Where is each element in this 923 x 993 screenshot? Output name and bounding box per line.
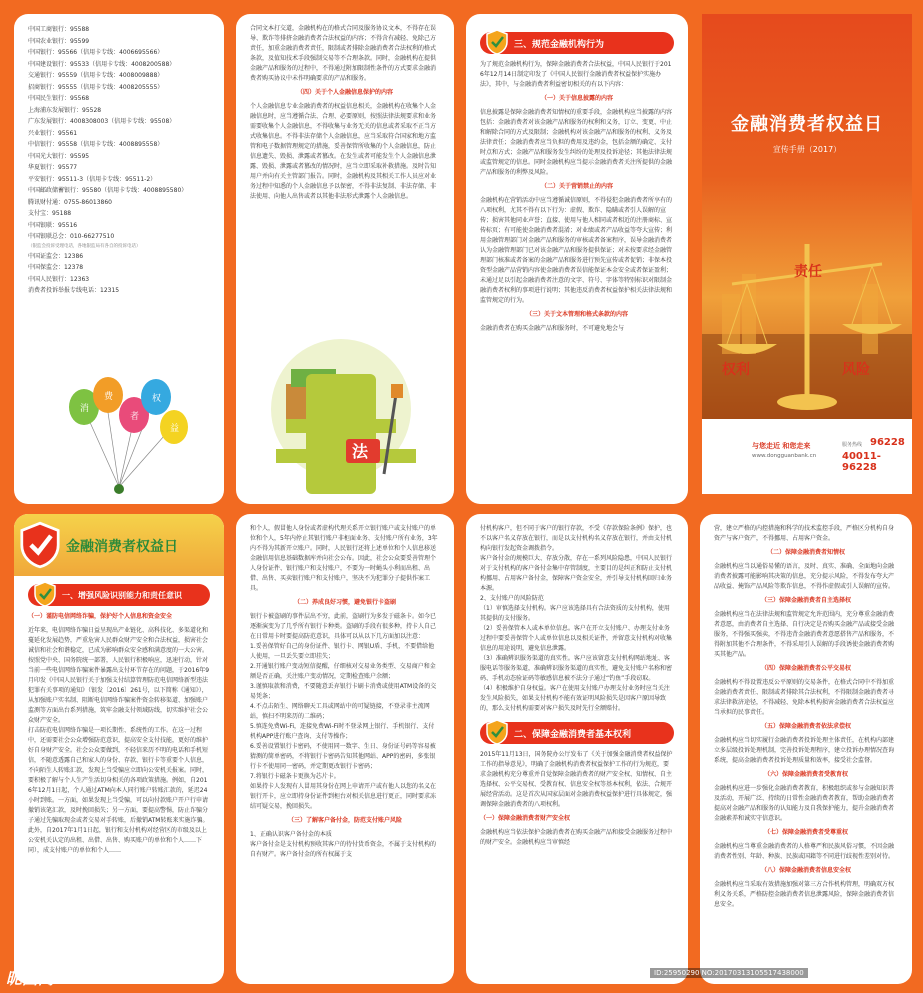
scales-illustration [702,214,912,419]
paragraph: 金融机构在营销活动中应当遵循诚信原则，不得侵犯金融消费者所享有的八项权利，尤其不得有以下行为：虚假、欺诈、隐瞒或者引人误解的宣传；损害其他同业声誉；直接、使用与他人相同或者相近的注册商标、宣传标页；有可能使金融消费者混淆；对业绩或者产品收益等夸大宣传；利用金融管理部门对金融产品和服务的审核或者备案程序，误导金融消费者认为金融管理部门已对该金融产品和服务提供保证；对未按要求经金融管理部门核准或者备案的金融产品和服务进行预先宣传或者促销；非保本投资型金融产品营销内容使金融消费者误信能保证本金安全或者保证盈利；未通过足以引起金融消费者注意的文字、符号、字体等特别标识对限制金融消费者权利的事项进行说明；其他违反消费者权益保护相关法律法规和监管规定的行为。 [480,197,673,304]
bank-hotline-item: 中国农业银行：95599 [28,37,90,45]
shield-icon [20,520,60,570]
paragraph: 金融机构应当采取有效措施加强对第三方合作机构管理，明确双方权利义务关系，严格防控金融消费者信息泄露风险，保障金融消费者信息安全。 [714,881,895,908]
paragraph: 付机构客户，但不同于客户的银行存款，不受《存款保险条例》保护，也不以客户名义存放在银行，而是以支付机构名义存放在银行，并由支付机构向银行发起资金调拨指令。 [480,525,673,552]
scale-label-risk: 风险 [842,362,870,378]
paragraph: 金融机构不得设置违反公平原则的交易条件，在格式合同中不得加重金融消费者责任、限制或者排除其合法权利，不得限制金融消费者寻求法律救济途径，不得减轻、免除本机构损害金融消费者合法权益应当承担的民事责任。 [714,679,895,716]
panel-risk-awareness [14,514,224,984]
paragraph: 信息披露是保障金融消费者知情权的重要手段，金融机构应当披露的内容包括：金融消费者对该金融产品和服务的权利和义务，订立、变更、中止和解除合同的方式及限制；金融机构对该金融产品和服务的权利、义务及法律责任；金融消费者应当负担的费用及违约金，包括金额的确定、支付时点和方式；金融产品和服务发生纠纷的处理及投诉途径；其他法律法规或监管规定的信息。同时金融机构应当提示金融消费者关注所提供的金融产品和服务的利弊及风险。 [480,109,673,176]
tip-item: 3.谨慎取款和消费，不要随意丢弃银行卡刷卡消费或使用ATM设备的交易凭条； [250,683,437,700]
subheading: （一）保障金融消费者财产安全权 [480,815,571,822]
paragraph: 金融机构应当以通俗易懂的语言，及时、真实、准确、全面地向金融消费者披露可能影响其决策的信息，充分提示风险，不得发布夸大产品收益、掩饰产品风险等欺诈信息，不得作虚假或引人误解的宣传。 [714,563,895,590]
watermark-id: ID:25950290 NO:20170313105517438000 [650,968,808,978]
shield-icon [34,581,56,607]
paragraph: 1、正确认识客户备付金的本质 [250,831,332,838]
bank-hotline-item: 中国人民银行：12363 [28,275,90,283]
subheading: （五）保障金融消费者依法求偿权 [760,723,851,730]
bank-hotline-item: 中国银联：95516 [28,221,78,229]
paragraph: 为了规范金融机构行为，保障金融消费者合法权益，中国人民银行于2016年12月14日制定印发了《中国人民银行金融消费者权益保护实施办法》，其中，与金融消费者利益密切相关的有以下内容： [480,61,672,88]
bank-hotline-item: 华夏银行：95577 [28,164,78,171]
brochure-cover [702,14,912,494]
subheading: （一）谨防电信网络诈骗，保护好个人信息和资金安全 [28,613,173,620]
subheading: （二）关于营销禁止的内容 [540,183,613,190]
subheading: （三）保障金融消费者自主选择权 [760,597,851,604]
bank-hotline-item: 中国建设银行：95533（信用卡专线：4008200588） [28,60,176,68]
tip-item: 6.妥善设置银行卡密码，不使用同一数字、生日、身份证号码等容易被猜测的简单密码，不将银行卡密码告知其他网站、APP的密码，多张银行卡不使用同一密码，并定期更改银行卡密码； [250,743,436,770]
bank-hotline-item: 中国保监会：12378 [28,264,84,271]
paragraph: 近年来，电信网络诈骗日益呈现出产业链化、高科技化、多渠道化和蔓延化发展趋势，严重危害人民群众财产安全和合法权益，损害社会诚信和社会和谐稳定，已成为影响群众安全感和满意度的一大公害。按照党中央、国务院统一部署，人民银行积极响应，迅速行动，针对当前一些电信网络诈骗案件暴露出支付环节存在的问题，于2016年9月印发《中国人民银行关于加强支付结算管理防范电信网络新型违法犯罪有关事项的通知》（银发〔2016〕261号，以下简称《通知》），从加强账户实名制、阻断电信网络诈骗案件资金转移渠道、加强账户监测等方面出台系列措施，筑牢金融支付领域防线，切实维护社会公众财产安全。 [28,627,210,724]
section-title: 三、规范金融机构行为 [514,39,605,50]
bank-hotline-item: 兴业银行：95561 [28,129,78,137]
tip-item: 4.不点击陌生、网络聊天工具或网站中的可疑链接，不登录非主流网站，慎扫不明来历的二维码； [250,703,430,720]
subheading: （六）保障金融消费者受教育权 [763,771,848,778]
balloon-word: 益 [170,424,180,434]
tip-item: 2.开通银行账户变动短信提醒，仔细核对交易业务类型、交易商户和金额是否正确，关注账户变动情况，定期检查账户余额； [250,663,436,680]
balloon-word: 费 [104,392,114,402]
paragraph: 金融机构应当在法律法规和监管规定允许范围内，充分尊重金融消费者意愿，由消费者自主选择、自行决定是否购买金融产品或接受金融服务，不得强买强卖，不得违背金融消费者意愿搭售产品和服务，不得附加其他不合理条件，不得采用引人误解的手段诱使金融消费者购买其他产品。 [714,611,895,658]
balloon-word: 消 [80,404,90,414]
watermark-logo: 昵图网 [6,969,55,988]
law-sign-text: 法 [352,442,369,461]
hotline-long: 40011-96228 [842,451,881,473]
bank-hotline-item: 上海浦东发展银行：95528 [28,106,102,114]
banner [14,514,224,576]
balloon-word: 者 [130,412,140,422]
paragraph: （1）审慎选择支付机构。客户应该选择具有合法资质的支付机构，使用其提供的支付服务。 [480,605,670,622]
subheading: （四）关于个人金融信息保护的内容 [296,89,393,96]
bank-hotline-item: 中信银行：95558（信用卡专线：4008895558） [28,141,164,148]
paragraph: 2、支付账户的风险防范 [480,595,544,602]
paragraph: 和个人，假冒他人身份或者虚构代理关系开立银行账户或支付账户的单位和个人，5年内停止其银行账户非柜面业务、支付账户所有业务，3年内不得为其新开立账户。同时，人民银行还将上述单位和个人信息移送金融信用信息基础数据库并向社会公布。因此，社会公众要妥善管理个人身份证件、银行账户和支付账户，不要为一时蝇头小利而出租、出借、出售、买卖银行账户和支付账户，坚决不为犯罪分子提供作案工具。 [250,525,438,592]
bank-hotline-item: 广东发展银行：4008308003（信用卡专线：95508） [28,118,176,125]
section-bar [28,584,210,606]
paragraph: 金融机构应当切实履行金融消费者投诉处理主体责任，在机构内部建立多层级投诉处理机制，完善投诉处理程序，建立投诉办理情况查询系统，提高金融消费者投诉处理质量和效率，接受社会监督。 [714,737,895,764]
scale-label-responsibility: 责任 [794,264,822,280]
paragraph: 金融机构应进一步强化金融消费者教育，积极组织或参与金融知识普及活动，开展广泛、持续的日常性金融消费者教育，帮助金融消费者提高对金融产品和服务的认知能力及自我保护能力，提升金融消费者金融素养和诚实守信意识。 [714,785,895,822]
bank-hotline-item: 交通银行：95559（信用卡专线：4008009888） [28,72,164,79]
subheading: （二）养成良好习惯，避免银行卡盗刷 [293,599,396,606]
panel-consumer-rights [700,514,912,984]
hotline-short: 96228 [870,437,905,448]
paragraph: 金融机构应当依法保护金融消费者在购买金融产品和接受金融服务过程中的财产安全。金融机构应当审慎经 [480,829,673,846]
balloons-illustration [44,369,204,499]
subheading: （四）保障金融消费者公平交易权 [760,665,851,672]
panel-payment-account [466,514,688,984]
scale-label-rights: 权利 [722,362,750,378]
paragraph: 合同文本打交道，金融机构在的格式合同及服务协议文本，不得存在误导、欺诈等排挤金融消费者合法权益的内容；不得含有减轻、免除己方责任，加重金融消费者责任，限制或者排除金融消费者合法权利的格式条款，及值知技术手段强制交易等不合理条款。同时，金融机构在提供金融产品和服务的过程中，不得通过附加限制性条件的方式要求金融消费者购买协议中未作明确要求的产品和服务。 [250,25,437,82]
cover-footer [702,419,912,494]
paragraph: 此外，自2017年1月1日起，银行和支付机构对经营区的市级及以上公安机关认定的出租、出借、出售、购买账户的单位和个人……下同），成支付账户的单位和个人…… [28,827,207,854]
section-bar [480,722,674,744]
cover-slogan: 与您走近 和您走来 [752,442,811,450]
paragraph: 金融机构应当尊重金融消费者的人格尊严和民族风俗习惯，不因金融消费者性别、年龄、种族、民族或国籍等不同进行歧视性差别对待。 [714,843,895,860]
panel-regulate-institutions [466,14,688,504]
panel-personal-info-protection [236,14,454,504]
bank-hotline-item: 消费者投诉举报专线电话：12315 [28,287,120,294]
paragraph: 营，建立严格的内控措施和科学的技术监控手段，严格区分机构自身资产与客户资产，不得挪用、占用客户资金。 [714,525,895,542]
subheading: （三）关于文本管理和格式条款的内容 [525,311,628,318]
paragraph: 客户备付金的规模巨大、存放分散，存在一系列风险隐患，中国人民银行对于支付机构的客户备付金集中存管制度，主要目的是纠正和防止支付机构挪用、占用客户备付金，保障客户资金安全，并引导支付机构回归业务本源。 [480,555,673,592]
law-tree-illustration [246,314,446,499]
hotline-label: 服务热线 [842,442,863,448]
bank-hotline-item: 支付宝：95188 [28,210,72,217]
bank-hotline-item: 中国民生银行：95568 [28,95,90,102]
section-bar [480,32,674,54]
subheading: （一）关于信息披露的内容 [540,95,613,102]
paragraph: 打击防范电信网络诈骗是一项长期性、系统性的工作。在这一过程中，还需要社会公众增强防范意识，提高安全支付技能，更好的维护好自身财产安全。社会公众要做到，不轻信来历不明的电话和手机短信，不随意透露自己和家人的身份、存款、银行卡等重要个人信息，不向陌生人转账汇款，发现上当受骗应立即向公安机关报案。同时，要积极了解与个人生产生活切身相关的各项政策措施。例如，自2016年12月1日起，个人通过ATM向本人同行账户转账汇款的，延迟24小时到账。一方面，如果发现上当受骗，可以向付款账户开户行申请撤销该笔汇款，及时挽回损失；另一方面，要提高警惕，防止诈骗分子通过先骗取现金或者交易对手转账，后撤销ATM转账来实施诈骗。 [28,727,209,824]
bank-hotline-item: 中国工商银行：95588 [28,26,90,33]
paragraph: 2015年11月13日，国务院办公厅发布了《关于加强金融消费者权益保护工作的指导意见》，明确了金融机构消费者权益保护工作的行为规范，要求金融机构充分尊重并自觉保障金融消费者的财产安全权、知情权、自主选择权、公平交易权、受教育权、信息安全权等基本权利，依法、合规开展经营活动。这是首次从国家层面对金融消费权益保护进行具体规定，强调保障金融消费者的八项权利。 [480,751,673,808]
bank-hotline-item: 平安银行：95511-3（信用卡专线：95511-2） [28,175,157,183]
section-title: 一、增强风险识别能力和责任意识 [62,590,182,600]
tips-list [250,642,440,782]
bank-hotline-item: （银监会投诉受理电话，各地银监局有各自的投诉电话） [28,243,141,249]
shield-icon [486,719,508,745]
panel-card-fraud [236,514,454,984]
tip-item: 5.慎连免费Wi-Fi，连接免费Wi-Fi时不登录网上银行、手机银行、支付机构APP进行账户查询、支付等操作； [250,723,435,740]
banner-title: 金融消费者权益日 [66,539,178,555]
cover-website: www.dongguanbank.cn [752,453,817,459]
tip-item: 1.妥善保管好自己的身份证件、银行卡、网银U盾、手机，不要借给他人使用，一旦丢失要立即挂失； [250,643,435,660]
bank-hotline-item: 中国银行：95566（信用卡专线：4006695566） [28,49,164,56]
bank-hotline-item: 中国银联总会：010-66277510 [28,233,115,240]
bank-hotline-item: 中国光大银行：95595 [28,152,90,160]
paragraph: 个人金融信息专业金融消费者的权益信息相关，金融机构在收集个人金融信息时，应当遵循合法、合理、必要原则，按照法律法规要求和业务需要收集个人金融信息，不得收集与业务无关的信息或者采取不正当方式收集信息。不得非法存储个人金融信息，应当采取符合国家和地方监管和电子数据管理规定的措施，妥善保管所收集的个人金融信息，防止信息遗失、毁损、泄露或者篡改。在发生或者可能发生个人金融信息泄露、毁损、泄露或者篡改的情况时，应当立即采取补救措施。及时告知用户并向有关主管部门报告。同时，金融机构及其相关工作人员应对业务过程中知悉的个人金融信息予以保密，不得非法复制、非法存储、非法使用、向他人出售或者以其他非法形式泄露个人金融信息。 [250,103,437,200]
subheading: （三）了解客户备付金，防范支付账户风险 [287,817,402,824]
paragraph: 金融消费者在购买金融产品和服务时，不可避免地会与 [480,325,625,332]
bank-hotline-item: 中国邮政储蓄银行：95580（信用卡专线：4008895580） [28,187,188,194]
bank-hotline-item: 中国证监会：12386 [28,252,84,260]
subheading: （二）保障金融消费者知情权 [766,549,845,556]
cover-title: 金融消费者权益日 [731,114,883,135]
cover-subtitle: 宣传手册（2017） [772,145,842,154]
balloon-word: 权 [152,394,162,404]
tip-item: 7.将银行卡磁条卡更换为芯片卡。 [250,773,340,780]
paragraph: （3）准确辨识服务渠道的真实性。客户应该留意支付机构网站地址、客服电话等服务渠道，准确辨识服务渠道的真实性，避免支付账户名称和密码、手机动态验证码等敏感信息被不法分子通过“钓鱼”手段窃取。 [480,655,673,682]
bank-hotline-item: 招商银行：95555（信用卡专线：4008205555） [28,83,164,91]
subheading: （八）保障金融消费者信息安全权 [760,867,851,874]
paragraph: 客户备付金是支付机构预收其客户的待付货币资金，不属于支付机构的自有财产。客户备付金的所有权属于支 [250,841,437,858]
section-title: 二、保障金融消费者基本权利 [514,729,632,740]
shield-icon [486,29,508,55]
paragraph: 银行卡被盗刷的事件层出不穷，此前，盗刷行为多发于磁条卡。如今已逐渐演变为了几乎所有银行卡种类。盗刷的手段有很多种，持卡人自己在日常用卡时要提高防范意识，具体可以从以下几方面加以注意： [250,613,437,640]
paragraph: （2）妥善保管本人或本单位信息。客户在开立支付账户、办理支付业务过程中要妥善保管个人或单位信息以及相关证件，并留意支付机构对收集信息的用途说明，避免信息泄露。 [480,625,673,652]
bank-hotline-list [28,24,210,297]
panel-bank-hotlines [14,14,224,504]
paragraph: （4）积极维护自身权益。客户在使用支付账户办理支付业务时应当关注发生风险损失，如果支付机构不能有效证明风险损失是因客户原因导致的，那么支付机构需要对客户损失及时先行全额赔付。 [480,685,670,712]
bank-hotline-item: 腾讯财付通：0755-86013860 [28,198,112,206]
subheading: （七）保障金融消费者受尊重权 [763,829,848,836]
paragraph: 如果持卡人发现有人冒用其身份在网上申请开户或有他人以您的名义在银行开卡，应立即持身份证件到柜台对相关信息进行更正，同时要求冻结可疑交易，挽回损失。 [250,783,437,810]
